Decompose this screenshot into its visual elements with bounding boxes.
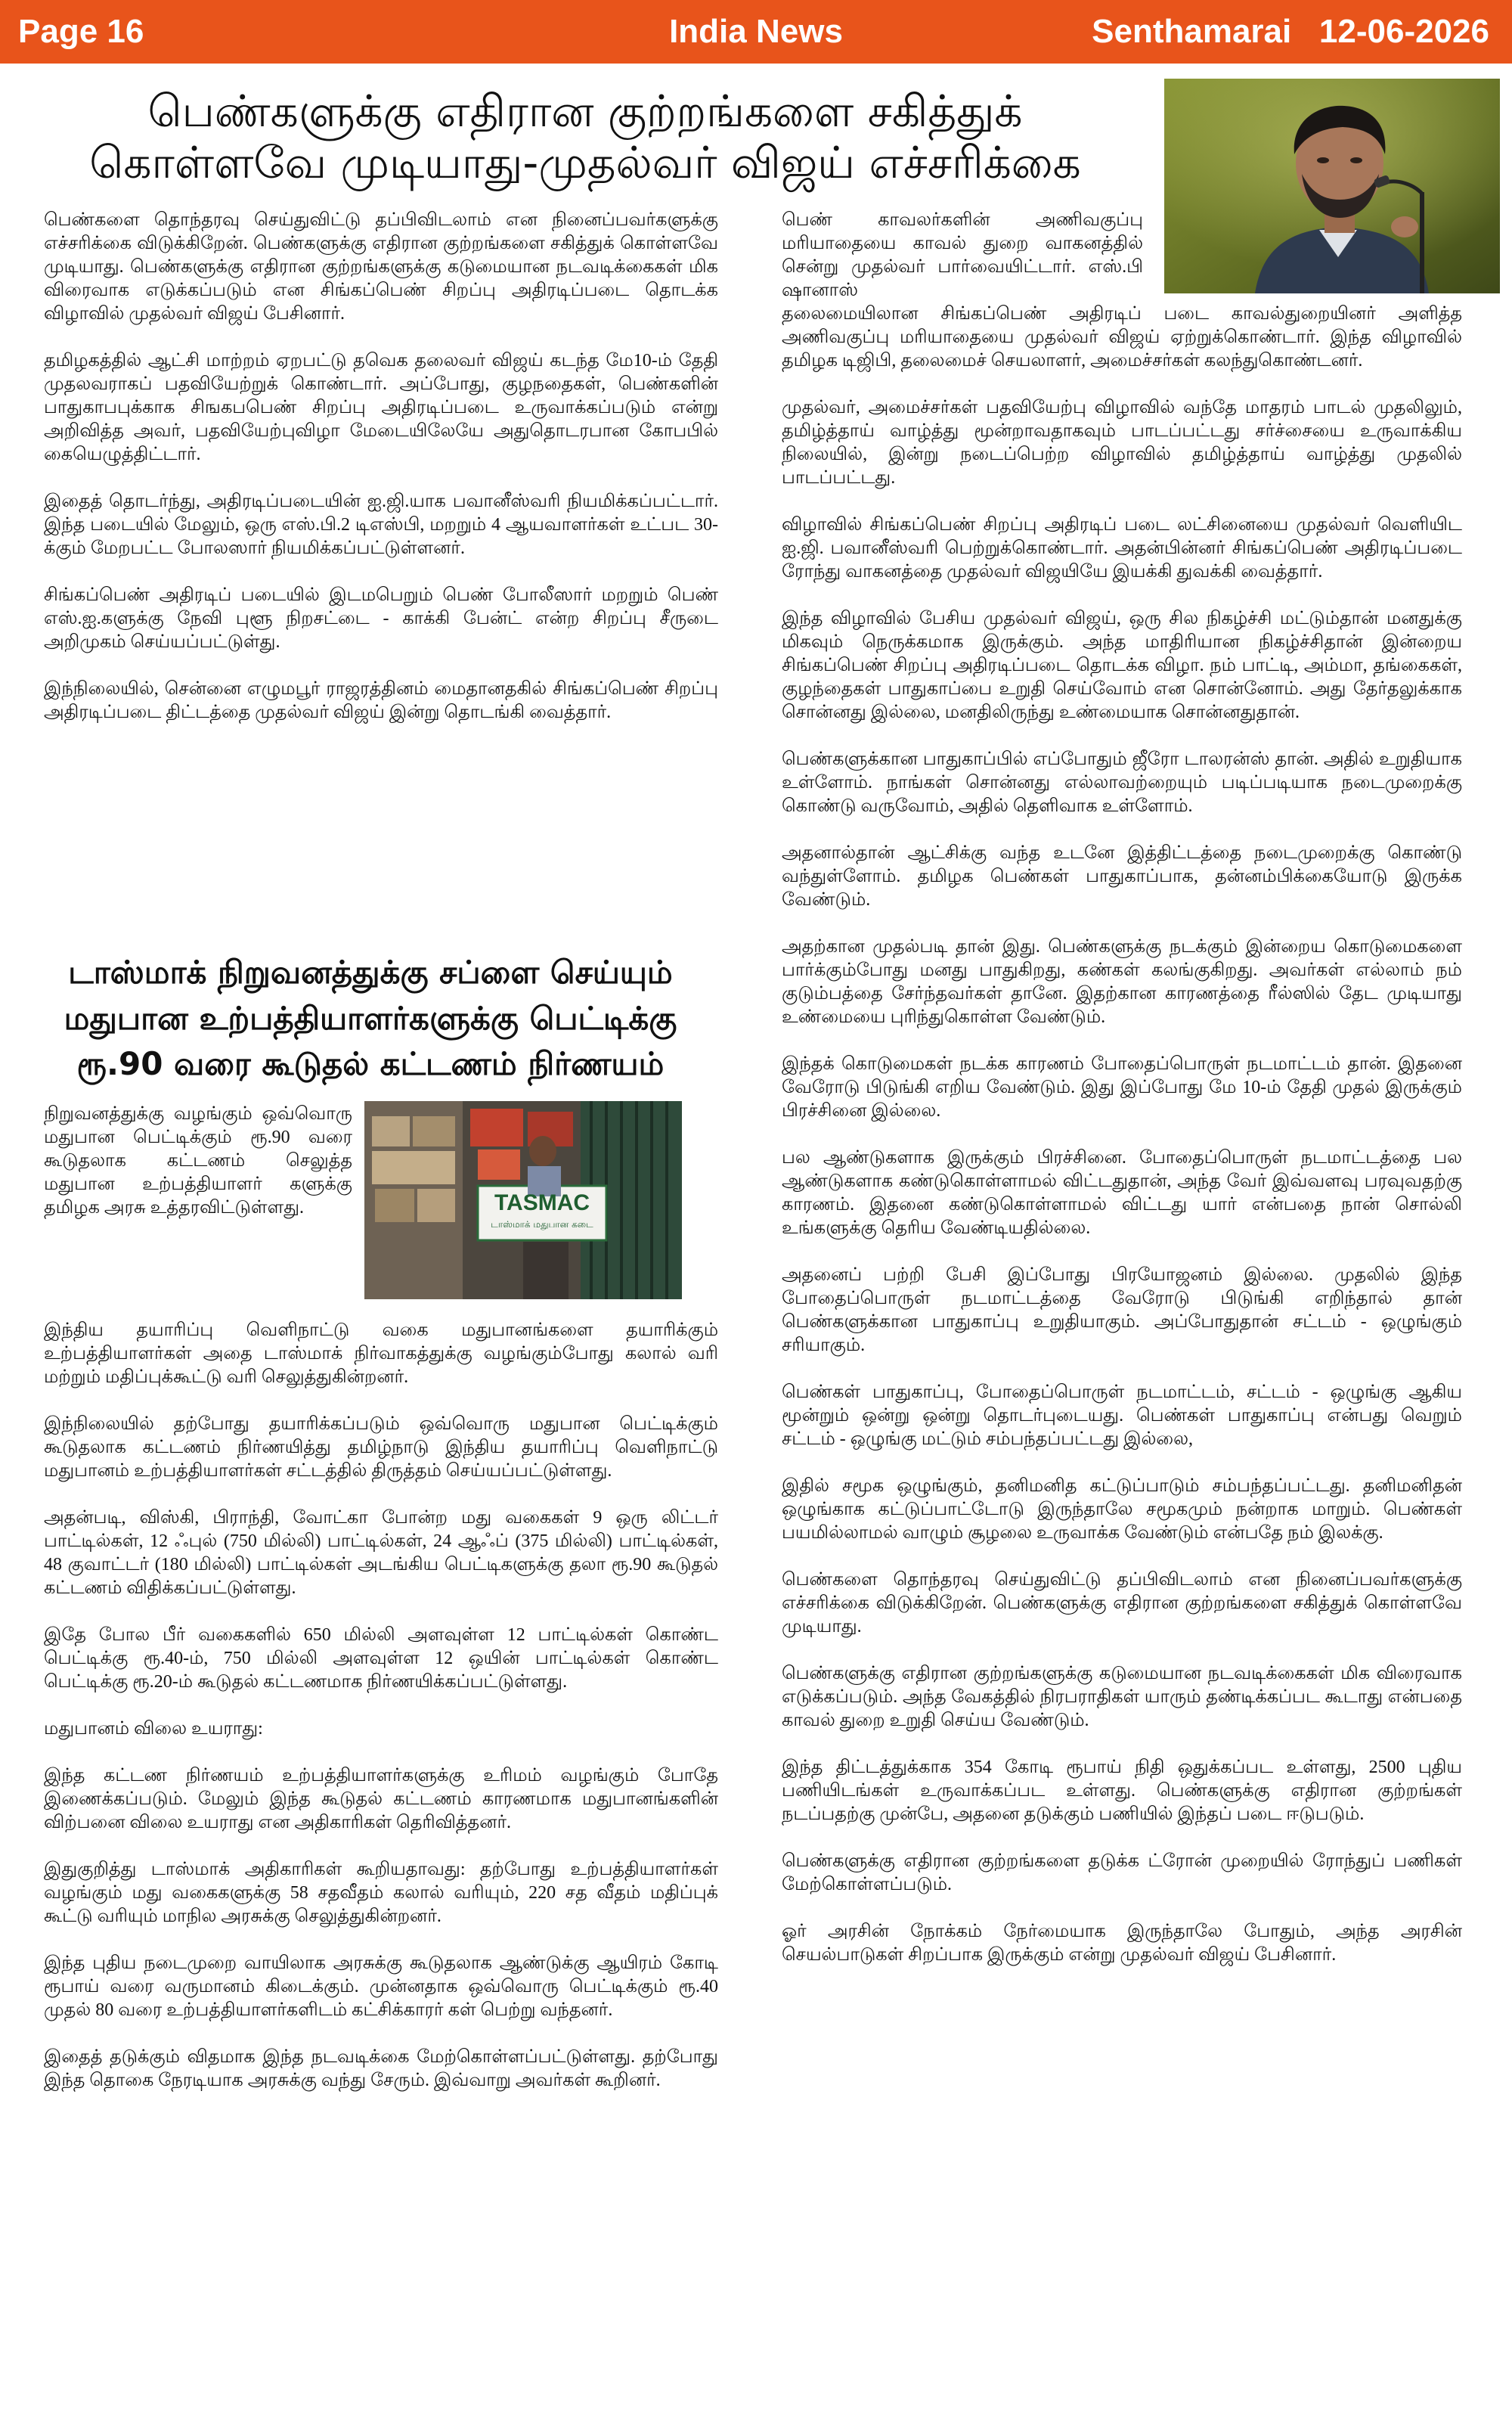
section-name: India News <box>669 13 843 50</box>
article-1-paragraph: தமிழகத்தில் ஆட்சி மாற்றம் ஏறபட்டு தவெக தலைவர் விஜய் கடந்த மே10-ம் தேதி முதலவராகப் பதவியேற்றுக் கொண்டார். அப்போது, குழநதைகள், பெண்களின் பாதுகாபபுக்காக சிஙகபபெண் சிறப்பு அதிரடிப்படை உருவாக்கப்படும் என்று அறிவித்த அவர், பதவியேற்புவிழா மேடையிலேயே அதுதொடரபான கோபபில் கையெழுத்திட்டார். <box>44 351 718 464</box>
article-1-paragraph: அதற்கான முதல்படி தான் இது. பெண்களுக்கு நடக்கும் இன்றைய கொடுமைகளை பார்க்கும்போது மனது பாதுகிறது, கண்கள் கலங்குகிறது. அவர்கள் எல்லாம் நம் குடும்பத்தை சேர்ந்தவர்கள் தானே. இதற்கான காரணத்தை ரீல்ஸில் தேட முடியாது உண்மையை புரிந்துகொள்ள வேண்டும். <box>782 937 1462 1027</box>
article-1-paragraph: இதில் சமூக ஒழுங்கும், தனிமனித கட்டுப்பாடும் சம்பந்தப்பட்டது. தனிமனிதன் ஒழுங்காக கட்டுப்பாட்டோடு இருந்தாலே சமூகமும் நன்றாக மாறும். பெண்கள் பயமில்லாமல் வாழும் சூழலை உருவாக்க வேண்டும் என்பதே நம் இலக்கு. <box>782 1476 1462 1543</box>
article-1-paragraph-beside-photo: பெண் காவலர்களின் அணிவகுப்பு மரியாதையை காவல் துறை வாகனத்தில் சென்று முதல்வர் பார்வையிட்டார். எஸ்.பி ஷானாஸ் <box>782 210 1143 300</box>
article-2-paragraph: இந்த புதிய நடைமுறை வாயிலாக அரசுக்கு கூடுதலாக ஆண்டுக்கு ஆயிரம் கோடி ரூபாய் வரை வருமானம் கிடைக்கும். முன்னதாக ஒவ்வொரு பெட்டிக்கும் ரூ.40 முதல் 80 வரை உற்பத்தியாளர்களிடம் கட்சிக்காரர் கள் பெற்று வந்தனர். <box>44 1953 718 2020</box>
article-2-paragraph: இதே போல பீர் வகைகளில் 650 மில்லி அளவுள்ள 12 பாட்டில்கள் கொண்ட பெட்டிக்கு ரூ.40-ம், 750 மில்லி அளவுள்ள 12 ஒயின் பாட்டில்கள் கொண்ட பெட்டிக்கு ரூ.20-ம் கூடுதல் கட்டணமாக நிர்ணயிக்கப்பட்டுள்ளது. <box>44 1625 718 1692</box>
article-1-paragraph: இந்நிலையில், சென்னை எழுமபூர் ராஜரத்தினம் மைதானதகில் சிங்கப்பெண் சிறப்பு அதிரடிப்படை திட்டத்தை முதல்வர் விஜய் இன்று தொடங்கி வைத்தார். <box>44 679 718 722</box>
article-1-paragraph: இதைத் தொடர்ந்து, அதிரடிப்படையின் ஐ.ஜி.யாக பவானீஸ்வரி நியமிக்கப்பட்டார். இந்த படையில் மேலும், ஒரு எஸ்.பி.2 டிஎஸ்பி, மறறும் 4 ஆயவாளர்கள் உட்பட 30-க்கும் மேறபட்ட போலஸார் நியமிக்கப்பட்டுள்ளனர். <box>44 492 718 558</box>
date-text: 12-06-2026 <box>1318 13 1489 50</box>
article-2-paragraph: இதுகுறித்து டாஸ்மாக் அதிகாரிகள் கூறியதாவது: தற்போது உற்பத்தியாளர்கள் வழங்கும் மது வகைகளுக்கு 58 சதவீதம் கலால் வரியும், 220 சத வீதம் மதிப்புக் கூட்டு வரியும் மாநில அரசுக்கு செலுத்துகின்றனர். <box>44 1860 718 1926</box>
tasmac-sign-tamil-text: டாஸ்மாக் மதுபான கடை <box>491 1219 593 1230</box>
article-1-paragraph: பெண்களை தொந்தரவு செய்துவிட்டு தப்பிவிடலாம் என நினைப்பவர்களுக்கு எச்சரிக்கை விடுக்கிறேன். பெண்களுக்கு எதிரான குற்றங்களை சகித்துக் கொள்ளவே முடியாது. பெண்களுக்கு எதிரான குற்றங்களுக்கு கடுமையான நடவடிக்கைகள் மிக விரைவாக எடுக்கப்படும் என சிங்கப்பெண் சிறப்பு அதிரடிப்படை தொடக்க விழாவில் முதல்வர் விஜய் பேசினார். <box>44 210 718 324</box>
publication-date <box>1092 13 1489 51</box>
article-1-paragraph: பெண்களை தொந்தரவு செய்துவிட்டு தப்பிவிடலாம் என நினைப்பவர்களுக்கு எச்சரிக்கை விடுக்கிறேன். பெண்களுக்கு எதிரான குற்றங்களை சகித்துக் கொள்ளவே முடியாது. <box>782 1570 1463 1637</box>
article-1-paragraph: இந்த விழாவில் பேசிய முதல்வர் விஜய், ஒரு சில நிகழ்ச்சி மட்டும்தான் மனதுக்கு மிகவும் நெருக்கமாக இருக்கும். அந்த மாதிரியான நிகழ்ச்சிதான் இன்றைய சிங்கப்பெண் சிறப்பு அதிரடிப்படை தொடக்க விழா. நம் பாட்டி, அம்மா, தங்கைகள், குழந்தைகள் பாதுகாப்பை உறுதி செய்வோம் என சொன்னோம். அது தேர்தலுக்காக சொன்னது இல்லை, மனதிலிருந்து உண்மையாக சொன்னதுதான். <box>782 609 1462 722</box>
article-2-paragraph: இந்திய தயாரிப்பு வெளிநாட்டு வகை மதுபானங்களை தயாரிக்கும் உற்பத்தியாளர்கள் அதை டாஸ்மாக் நிர்வாகத்துக்கு வழங்கும்போது கலால் வரி மற்றும் மதிப்புக்கூட்டு வரி செலுத்துகின்றனர். <box>44 1320 718 1387</box>
article-2-paragraph: இந்நிலையில் தற்போது தயாரிக்கப்படும் ஒவ்வொரு மதுபான பெட்டிக்கும் கூடுதலாக கட்டணம் நிர்ணயித்து தமிழ்நாடு இந்திய தயாரிப்பு வெளிநாட்டு மதுபானம் உற்பத்தியாளர்கள் சட்டத்தில் திருத்தம் செய்யப்பட்டுள்ளது. <box>44 1414 718 1481</box>
article-1-left-column <box>44 209 718 748</box>
article-1-paragraph: சிங்கப்பெண் அதிரடிப் படையில் இடமபெறும் பெண் போலீஸார் மறறும் பெண் எஸ்.ஐ.களுக்கு நேவி புளூ நிறசட்டை - காக்கி பேன்ட் என்ற சிறப்பு சீருடை அறிமுகம் செய்யப்பட்டுள்து. <box>44 585 718 652</box>
article-2-paragraph: இதைத் தடுக்கும் விதமாக இந்த நடவடிக்கை மேற்கொள்ளப்பட்டுள்ளது. தற்போது இந்த தொகை நேரடியாக அரசுக்கு வந்து சேரும். இவ்வாறு அவர்கள் கூறினர். <box>44 2047 718 2090</box>
headline-line-2: கொள்ளவே முடியாது-முதல்வர் விஜய் எச்சரிக்கை <box>89 137 1081 188</box>
publication-name: Senthamarai <box>1092 13 1292 50</box>
article-2-headline-line-1: டாஸ்மாக் நிறுவனத்துக்கு சப்ளை செய்யும் <box>68 953 673 991</box>
tasmac-sign-text: TASMAC <box>494 1190 590 1215</box>
article-1-right-column <box>782 209 1462 1990</box>
article-1-paragraph-continuation: தலைமையிலான சிங்கப்பெண் அதிரடிப் படை காவல்துறையினர் அளித்த அணிவகுப்பு மரியாதையை முதல்வர் விஜய் ஏற்றுக்கொண்டார். இந்த விழாவில் தமிழக டிஜிபி, தலைமைச் செயலாளர், அமைச்சர்கள் கலந்துகொண்டனர். <box>782 304 1462 371</box>
article-2-paragraph: அதன்படி, விஸ்கி, பிராந்தி, வோட்கா போன்ற மது வகைகள் 9 ஒரு லிட்டர் பாட்டில்கள், 12 ஃபுல் (750 மில்லி) பாட்டில்கள், 24 ஆஃப் (375 மில்லி) பாட்டில்கள், 48 குவாட்டர் (180 மில்லி) பாட்டில்கள் அடங்கிய பெட்டிகளுக்கு தலா ரூ.90 கூடுதல் கட்டணம் விதிக்கப்பட்டுள்ளது. <box>44 1508 718 1598</box>
article-1-paragraph: பெண்களுக்கு எதிரான குற்றங்களுக்கு கடுமையான நடவடிக்கைகள் மிக விரைவாக எடுக்கப்படும். அந்த வேகத்தில் நிரபராதிகள் யாரும் தண்டிக்கப்பட கூடாது என்பதை காவல் துறை உறுதி செய்ய வேண்டும். <box>782 1664 1462 1730</box>
article-1-paragraph: பல ஆண்டுகளாக இருக்கும் பிரச்சினை. போதைப்பொருள் நடமாட்டத்தை பல ஆண்டுகளாக கண்டுகொள்ளாமல் விட்டதுதான், அந்த வேர் இவ்வளவு பரவுவதற்கு காரணம். இதனை கண்டுகொள்ளாமல் விட்டது யார் என்பதை நான் சொல்லி உங்களுக்கு தெரிய வேண்டியதில்லை. <box>782 1148 1462 1238</box>
article-photo-tasmac-shop <box>364 1101 682 1299</box>
masthead-bar <box>0 0 1512 64</box>
article-2-headline-line-2: மதுபான உற்பத்தியாளர்களுக்கு பெட்டிக்கு <box>64 999 677 1037</box>
article-1-paragraph: விழாவில் சிங்கப்பெண் சிறப்பு அதிரடிப் படை லட்சினையை முதல்வர் வெளியிட ஐ.ஜி. பவானீஸ்வரி பெற்றுக்கொண்டார். அதன்பின்னர் சிங்கப்பெண் அதிரடிப்படை ரோந்து வாகனத்தை முதல்வர் விஜயியே இயக்கி துவக்கி வைத்தார். <box>782 515 1462 582</box>
article-1-paragraph: பெண்களுக்கு எதிரான குற்றங்களை தடுக்க ட்ரோன் முறையில் ரோந்துப் பணிகள் மேற்கொள்ளப்படும். <box>782 1851 1462 1894</box>
headline-line-1: பெண்களுக்கு எதிரான குற்றங்களை சகித்துக் <box>147 85 1023 137</box>
article-2-paragraph: இந்த கட்டண நிர்ணயம் உற்பத்தியாளர்களுக்கு உரிமம் வழங்கும் போதே இணைக்கப்படும். மேலும் இந்த கூடுதல் கட்டணம் காரணமாக மதுபானங்களின் விற்பனை விலை உயராது என அதிகாரிகள் தெரிவித்தனர். <box>44 1766 718 1832</box>
page-number: Page 16 <box>18 13 144 50</box>
article-2-subheading: மதுபானம் விலை உயராது: <box>44 1719 263 1739</box>
article-1-paragraph: இந்தக் கொடுமைகள் நடக்க காரணம் போதைப்பொருள் நடமாட்டம் தான். இதனை வேரோடு பிடுங்கி எறிய வேண்டும். இது இப்போது மே 10-ம் தேதி முதல் இருக்கும் பிரச்சினை இல்லை. <box>782 1054 1463 1121</box>
article-2-intro: நிறுவனத்துக்கு வழங்கும் ஒவ்வொரு மதுபான பெட்டிக்கும் ரூ.90 வரை கூடுதலாக கட்டணம் செலுத்த மதுபான உற்பத்தியாளர் களுக்கு தமிழக அரசு உத்தரவிட்டுள்ளது. <box>44 1104 352 1218</box>
article-1-paragraph: பெண்களுக்கான பாதுகாப்பில் எப்போதும் ஜீரோ டாலரன்ஸ் தான். அதில் உறுதியாக உள்ளோம். நாங்கள் சொன்னது எல்லாவற்றையும் படிப்படியாக நடைமுறைக்கு கொண்டு வருவோம், அதில் தெளிவாக உள்ளோம். <box>782 749 1462 816</box>
article-1-paragraph: அதனைப் பற்றி பேசி இப்போது பிரயோஜனம் இல்லை. முதலில் இந்த போதைப்பொருள் நடமாட்டத்தை வேரோடு பிடுங்கி எறிந்தால் தான் பெண்களுக்கான பாதுகாப்பு உறுதியாகும். அப்போதுதான் சட்டம் - ஒழுங்கும் சரியாகும். <box>782 1265 1462 1355</box>
article-1-paragraph: முதல்வர், அமைச்சர்கள் பதவியேற்பு விழாவில் வந்தே மாதரம் பாடல் முதலிலும், தமிழ்த்தாய் வாழ்த்து மூன்றாவதாகவும் பாடப்பட்டது சர்ச்சையை உருவாக்கிய நிலையில், இன்று நடைப்பெற்ற விழாவில் தமிழ்த்தாய் வாழ்த்து முதலில் பாடப்பட்டது. <box>782 398 1462 488</box>
article-1-paragraph: அதனால்தான் ஆட்சிக்கு வந்த உடனே இத்திட்டத்தை நடைமுறைக்கு கொண்டு வந்துள்ளோம். தமிழக பெண்கள் பாதுகாப்பாக, தன்னம்பிக்கையோடு இருக்க வேண்டும். <box>782 843 1462 910</box>
article-1-paragraph: ஓர் அரசின் நோக்கம் நேர்மையாக இருந்தாலே போதும், அந்த அரசின் செயல்பாடுகள் சிறப்பாக இருக்கும் என்று முதல்வர் விஜய் பேசினார். <box>782 1922 1462 1965</box>
article-2-headline <box>23 947 718 1091</box>
main-headline <box>18 80 1152 194</box>
article-2-headline-line-3: ரூ.90 வரை கூடுதல் கட்டணம் நிர்ணயம் <box>76 1045 665 1083</box>
article-1-paragraph: இந்த திட்டத்துக்காக 354 கோடி ரூபாய் நிதி ஒதுக்கப்பட உள்ளது, 2500 புதிய பணியிடங்கள் உருவாக்கப்பட உள்ளது. பெண்களுக்கு எதிரான குற்றங்கள் நடப்பதற்கு முன்பே, அதனை தடுக்கும் பணியில் இந்தப் படை ஈடுபடும். <box>782 1758 1462 1824</box>
article-2-body <box>44 1319 718 2116</box>
article-1-paragraph: பெண்கள் பாதுகாப்பு, போதைப்பொருள் நடமாட்டம், சட்டம் - ஒழுங்கு ஆகிய மூன்றும் ஒன்று ஒன்று தொடர்புடையது. பெண்கள் பாதுகாப்பு என்பது வெறும் சட்டம் - ஒழுங்கு மட்டும் சம்பந்தப்பட்டது இல்லை, <box>782 1382 1462 1449</box>
